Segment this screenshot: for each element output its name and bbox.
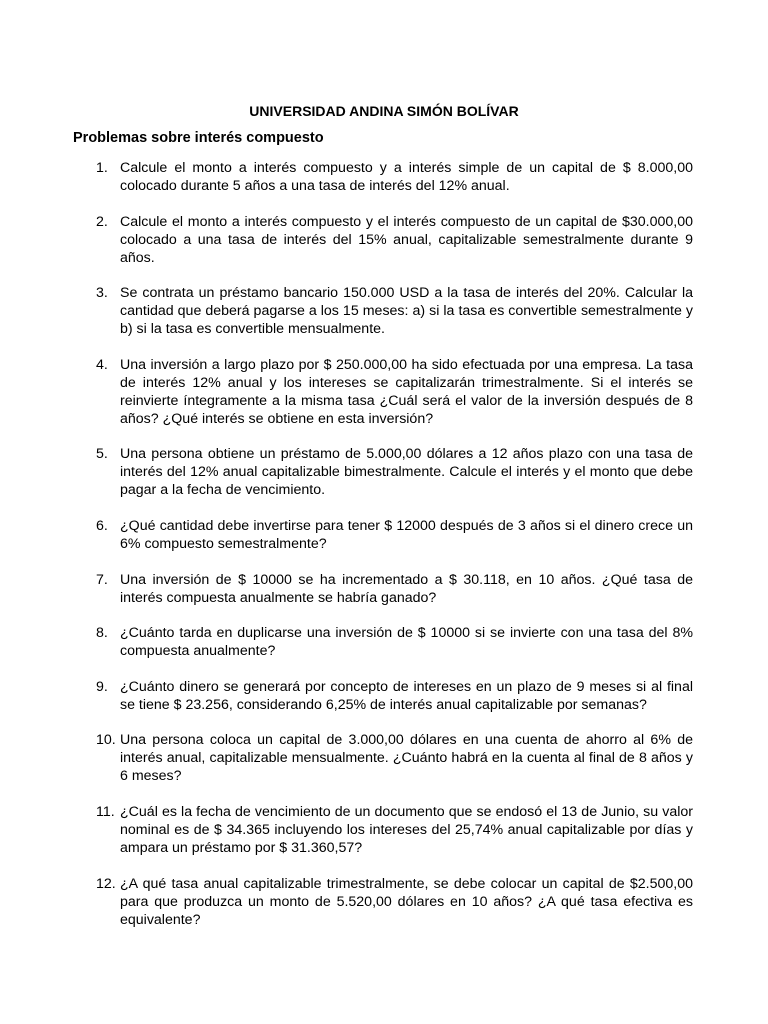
problem-text: ¿Qué cantidad debe invertirse para tener $ 12000 después de 3 años si el dinero crece un 6% compuesto semestralmente? bbox=[120, 517, 693, 552]
problem-text: Una inversión a largo plazo por $ 250.000,00 ha sido efectuada por una empresa. La tasa de interés 12% anual y los intereses se capitalizarán trimestralmente. Si el interés se reinvierte íntegramente a la misma tasa ¿Cuál será el valor de la inversión después de 8 años? ¿Qué interés se obtiene en esta inversión? bbox=[120, 356, 693, 427]
problem-item bbox=[96, 803, 693, 857]
problem-number: 1. bbox=[96, 160, 108, 176]
problem-number: 8. bbox=[96, 625, 108, 642]
problem-text: ¿A qué tasa anual capitalizable trimestralmente, se debe colocar un capital de $2.500,00 para que produzca un monto de 5.520,00 dólares en 10 años? ¿A qué tasa efectiva es equivalente? bbox=[120, 875, 693, 928]
problem-item bbox=[96, 875, 693, 929]
problem-item bbox=[96, 678, 693, 714]
problem-number: 2. bbox=[96, 213, 108, 230]
problem-text: ¿Cuánto tarda en duplicarse una inversión de $ 10000 si se invierte con una tasa del 8% compuesta anualmente? bbox=[120, 625, 693, 660]
problem-list bbox=[96, 159, 693, 946]
problem-number: 9. bbox=[96, 678, 108, 695]
problem-number: 5. bbox=[96, 446, 108, 463]
problem-number: 7. bbox=[96, 571, 108, 588]
problem-number: 10. bbox=[96, 732, 116, 749]
problem-item bbox=[96, 517, 693, 553]
problem-item bbox=[96, 213, 693, 267]
problem-item bbox=[96, 284, 693, 338]
problem-text: Una persona coloca un capital de 3.000,00 dólares en una cuenta de ahorro al 6% de interés anual, capitalizable mensualmente. ¿Cuánto habrá en la cuenta al final de 8 años y 6 meses? bbox=[120, 732, 693, 785]
problem-item bbox=[96, 356, 693, 428]
problem-text: Una inversión de $ 10000 se ha incrementado a $ 30.118, en 10 años. ¿Qué tasa de interés compuesta anualmente se habría ganado? bbox=[120, 571, 693, 606]
problem-text: Se contrata un préstamo bancario 150.000 USD a la tasa de interés del 20%. Calcular la cantidad que deberá pagarse a los 15 meses: a) si la tasa es convertible semestralmente y b) si la tasa es convertible mensualmente. bbox=[120, 285, 693, 338]
document-title: UNIVERSIDAD ANDINA SIMÓN BOLÍVAR bbox=[249, 103, 519, 119]
problem-item bbox=[96, 159, 693, 195]
problem-item bbox=[96, 571, 693, 607]
problem-item bbox=[96, 731, 693, 785]
problem-text: Calcule el monto a interés compuesto y el interés compuesto de un capital de $30.000,00 colocado a una tasa de interés del 15% anual, capitalizable semestralmente durante 9 años. bbox=[120, 213, 693, 266]
problem-item bbox=[96, 445, 693, 499]
problem-number: 4. bbox=[96, 356, 108, 373]
problem-number: 6. bbox=[96, 517, 108, 534]
problem-number: 12. bbox=[96, 875, 116, 892]
section-heading: Problemas sobre interés compuesto bbox=[73, 130, 324, 146]
problem-text: ¿Cuánto dinero se generará por concepto de intereses en un plazo de 9 meses si al final se tiene $ 23.256, considerando 6,25% de interés anual capitalizable por semanas? bbox=[120, 678, 693, 713]
problem-number: 3. bbox=[96, 285, 108, 302]
problem-item bbox=[96, 624, 693, 660]
problem-text: Una persona obtiene un préstamo de 5.000,00 dólares a 12 años plazo con una tasa de interés del 12% anual capitalizable bimestralmente. Calcule el interés y el monto que debe pagar a la fecha de vencimiento. bbox=[120, 446, 693, 499]
problem-text: Calcule el monto a interés compuesto y a interés simple de un capital de $ 8.000,00 colocado durante 5 años a una tasa de interés del 12% anual. bbox=[120, 160, 693, 194]
problem-text: ¿Cuál es la fecha de vencimiento de un documento que se endosó el 13 de Junio, su valor nominal es de $ 34.365 incluyendo los intereses del 25,74% anual capitalizable por días y ampara un préstamo por $ 31.360,57? bbox=[120, 803, 693, 856]
problem-number: 11. bbox=[96, 803, 115, 820]
